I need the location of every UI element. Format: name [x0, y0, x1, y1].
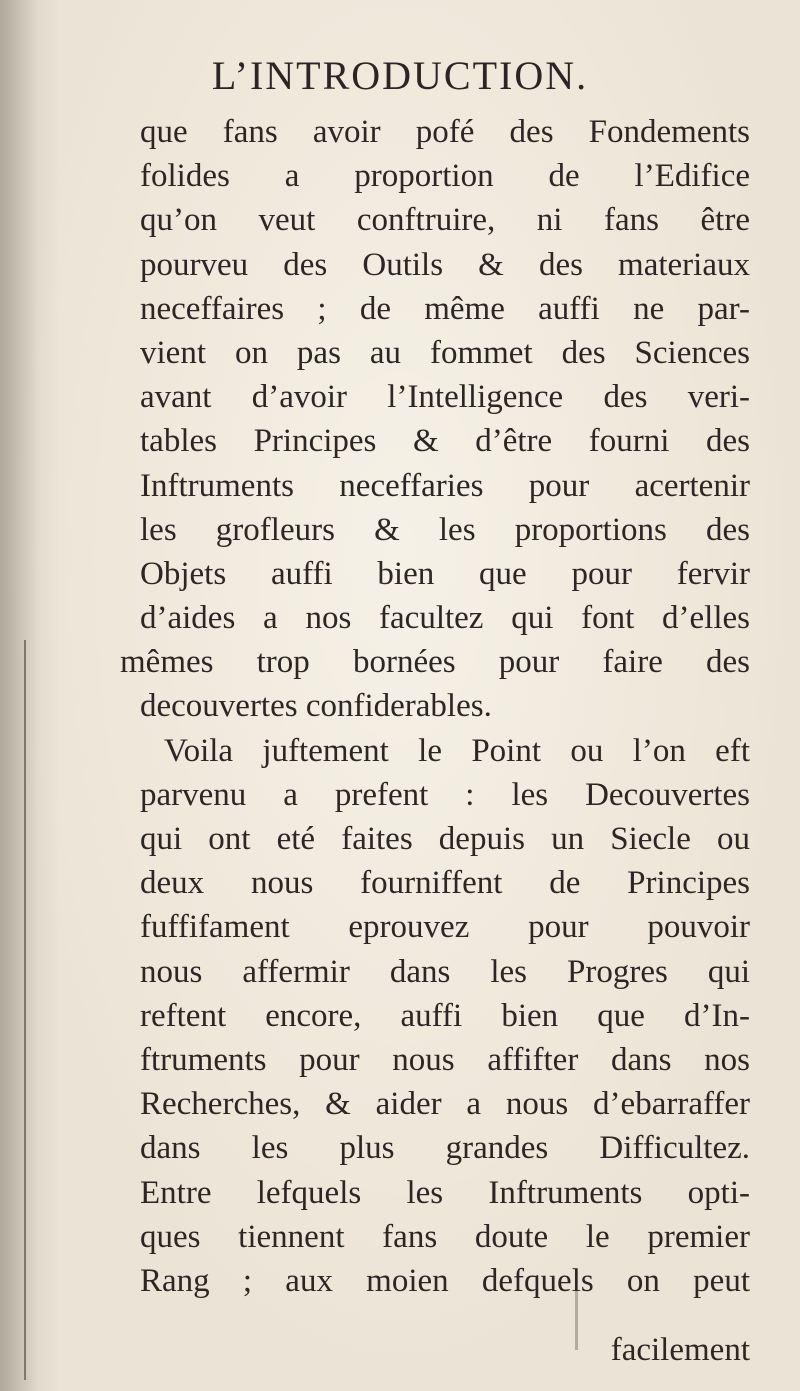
binding-edge-line	[24, 640, 26, 1380]
text-line: reftent encore, auffi bien que d’In-	[140, 997, 750, 1034]
text-line: qu’on veut conftruire, ni fans être	[140, 202, 750, 239]
text-line: neceffaires ; de même auffi ne par-	[140, 290, 750, 327]
text-line: d’aides a nos facultez qui font d’elles	[140, 600, 750, 637]
text-line: Rang ; aux moien defquels on peut	[140, 1262, 750, 1299]
text-line: deux nous fourniffent de Principes	[140, 865, 750, 902]
text-line: ftruments pour nous affifter dans nos	[140, 1041, 750, 1078]
paragraph-end-line: decouvertes confiderables.	[140, 688, 492, 725]
text-line: dans les plus grandes Difficultez.	[140, 1130, 750, 1167]
text-line: folides a proportion de l’Edifice	[140, 158, 750, 195]
page-gutter-shadow	[0, 0, 38, 1391]
text-line: tables Principes & d’être fourni des	[140, 423, 750, 460]
running-header: L’INTRODUCTION.	[211, 53, 589, 98]
text-line: que fans avoir pofé des Fondements	[140, 114, 750, 150]
text-line: les grofleurs & les proportions des	[140, 511, 750, 548]
text-line: Entre lefquels les Inftruments opti-	[140, 1174, 750, 1211]
text-line: Recherches, & aider a nous d’ebarraffer	[140, 1086, 750, 1123]
catchword: facilement	[610, 1332, 750, 1368]
text-line: avant d’avoir l’Intelligence des veri-	[140, 379, 750, 416]
text-line: qui ont eté faites depuis un Siecle ou	[140, 821, 750, 857]
text-line: nous affermir dans les Progres qui	[140, 953, 750, 990]
text-line: parvenu a prefent : les Decouvertes	[140, 776, 750, 813]
text-line: fuffifament eprouvez pour pouvoir	[140, 909, 750, 946]
text-line: Inftruments neceffaries pour acertenir	[140, 467, 750, 504]
body-text	[120, 110, 750, 1303]
paragraph-start-line: Voila juftement le Point ou l’on eft	[164, 732, 750, 769]
text-line: Objets auffi bien que pour fervir	[140, 555, 750, 592]
text-line: vient on pas au fommet des Sciences	[140, 334, 750, 371]
text-line: pourveu des Outils & des materiaux	[140, 246, 750, 283]
text-line: mêmes trop bornées pour faire des	[120, 644, 750, 681]
text-line: ques tiennent fans doute le premier	[140, 1218, 750, 1255]
